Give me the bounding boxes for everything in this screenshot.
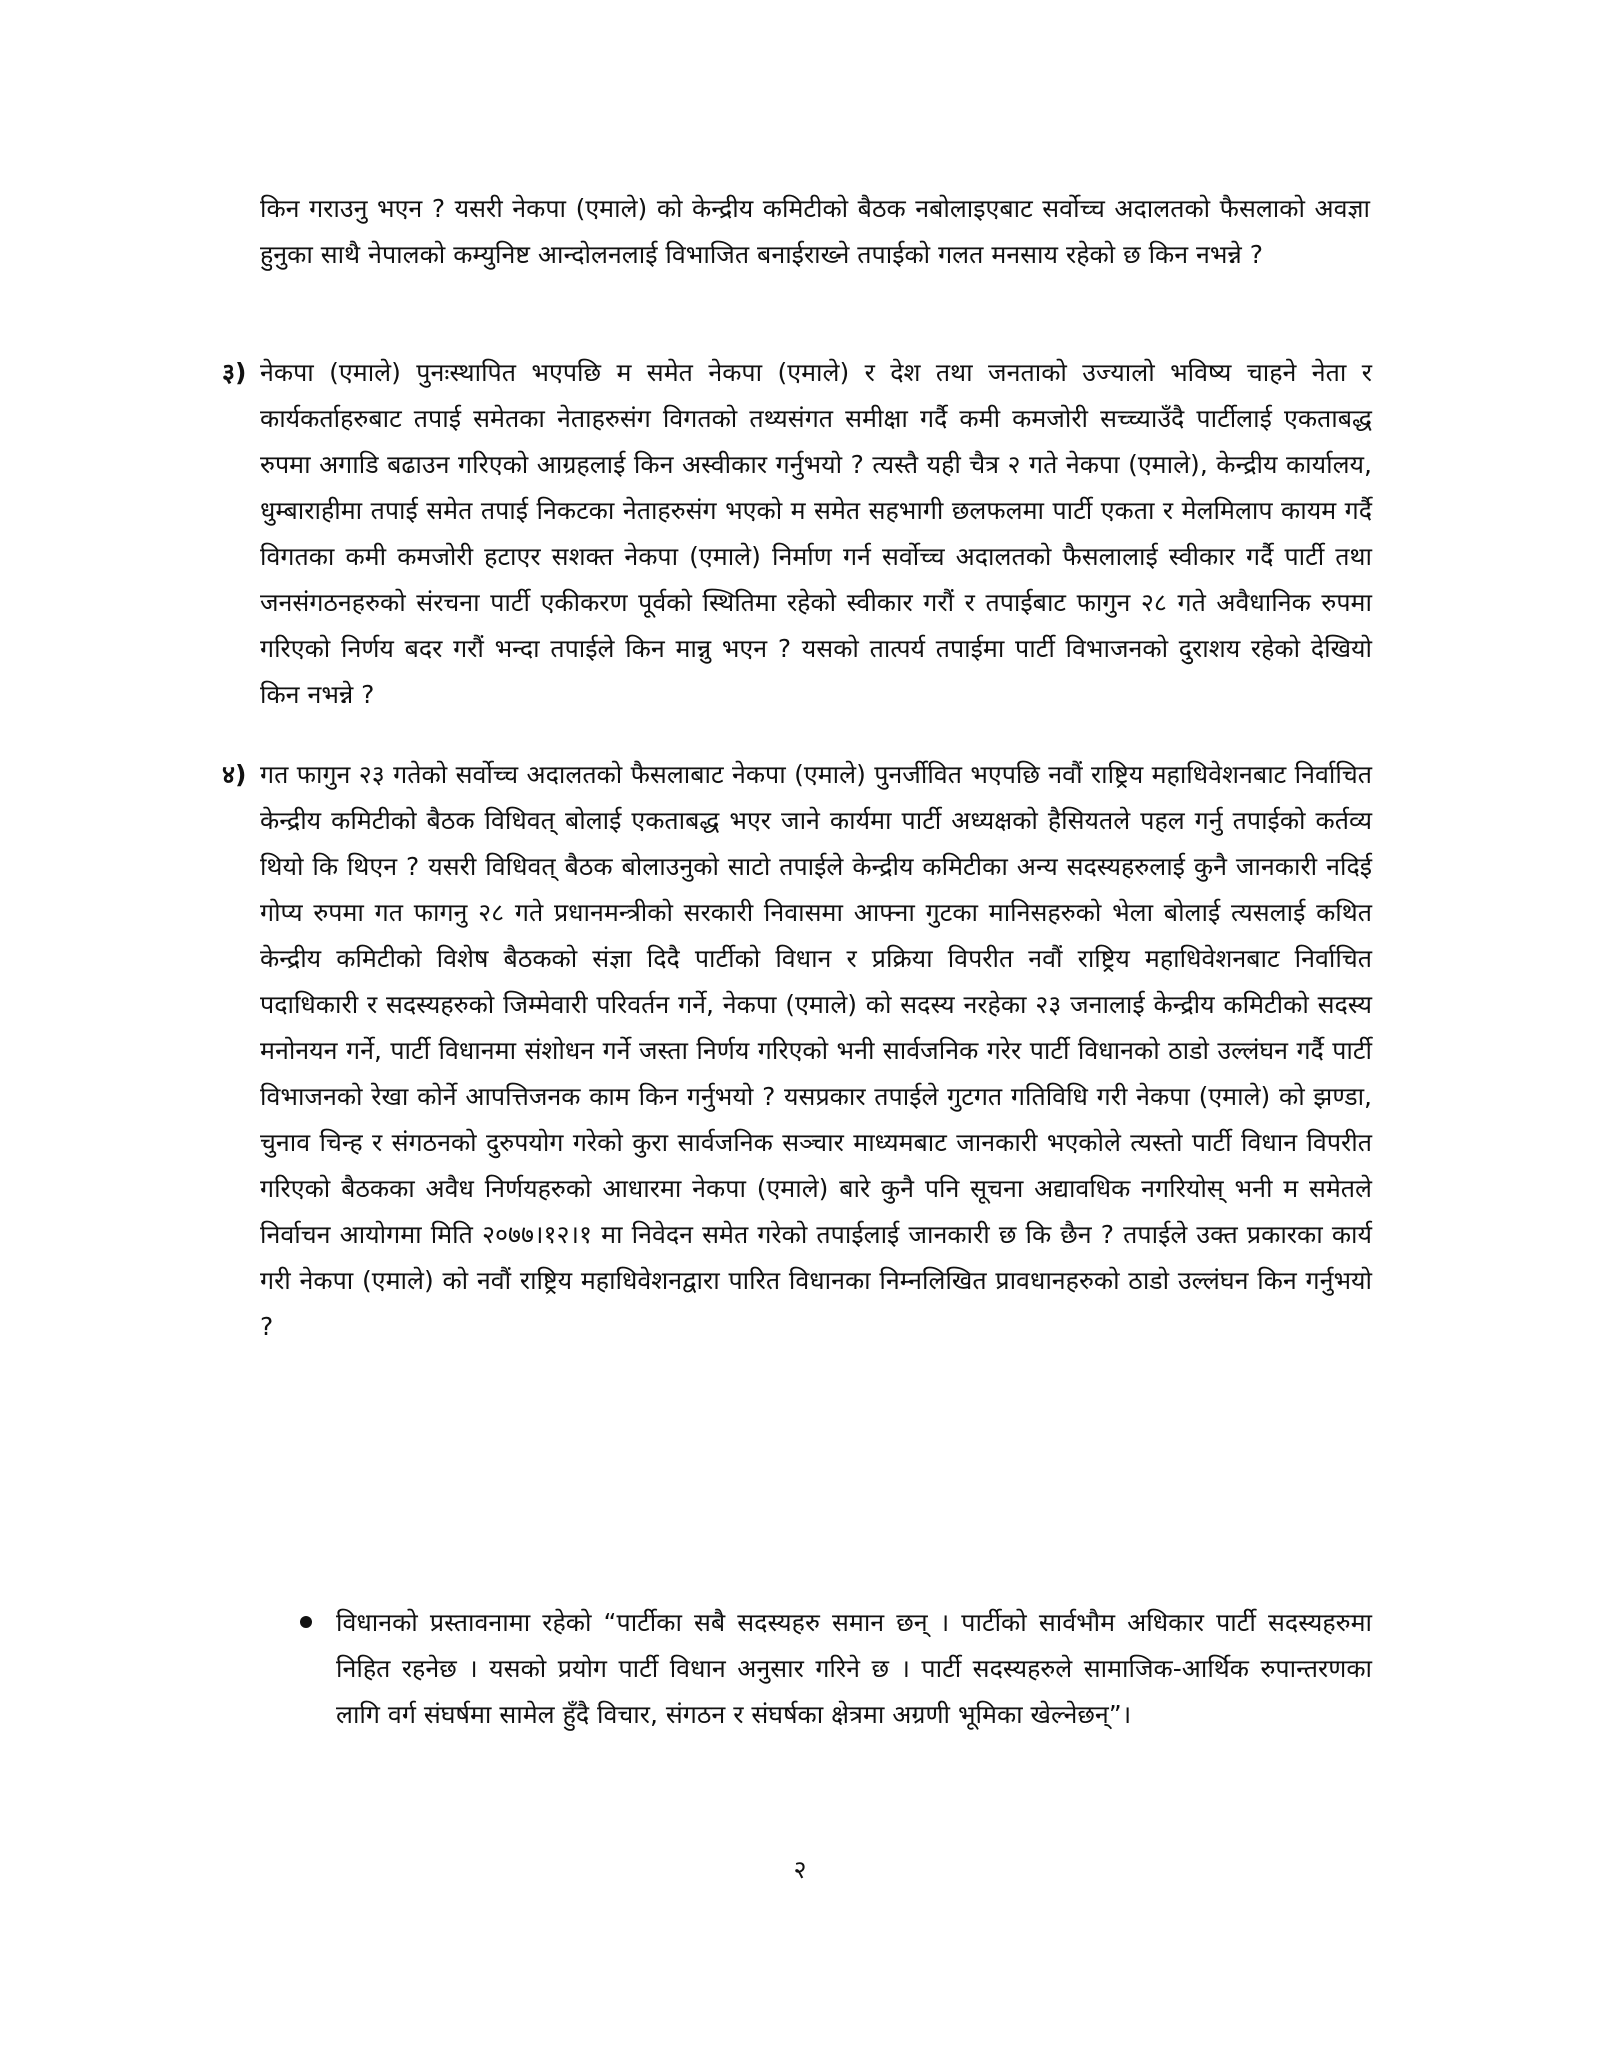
bullet-text: विधानको प्रस्तावनामा रहेको “पार्टीका सबै सदस्यहरु समान छन् । पार्टीको सार्वभौम अधिकार पार्टी सदस्यहरुमा निहित रहनेछ । यसको प्रयोग पार्टी विधान अनुसार गरिने छ । पार्टी सदस्यहरुले सामाजिक-आर्थिक रुपान्तरणका लागि वर्ग संघर्षमा सामेल हुँदै विचार, संगठन र संघर्षका क्षेत्रमा अग्रणी भूमिका खेल्नेछन्”।	[336, 1608, 1372, 1729]
bullet-dot-icon	[300, 1616, 312, 1628]
paragraph-number: ३)	[222, 358, 247, 387]
continuation-paragraph: किन गराउनु भएन ? यसरी नेकपा (एमाले) को केन्द्रीय कमिटीको बैठक नबोलाइएबाट सर्वोच्च अदालतको फैसलाको अवज्ञा हुनुका साथै नेपालको कम्युनिष्ट आन्दोलनलाई विभाजित बनाईराख्ने तपाईको गलत मनसाय रहेको छ किन नभन्ने ?	[260, 194, 1370, 269]
paragraph-text: नेकपा (एमाले) पुनःस्थापित भएपछि म समेत नेकपा (एमाले) र देश तथा जनताको उज्यालो भविष्य चाहने नेता र कार्यकर्ताहरुबाट तपाई समेतका नेताहरुसंग विगतको तथ्यसंगत समीक्षा गर्दै कमी कमजोरी सच्च्याउँदै पार्टीलाई एकताबद्ध रुपमा अगाडि बढाउन गरिएको आग्रहलाई किन अस्वीकार गर्नुभयो ? त्यस्तै यही चैत्र २ गते नेकपा (एमाले), केन्द्रीय कार्यालय, धुम्बाराहीमा तपाई समेत तपाई निकटका नेताहरुसंग भएको म समेत सहभागी छलफलमा पार्टी एकता र मेलमिलाप कायम गर्दै विगतका कमी कमजोरी हटाएर सशक्त नेकपा (एमाले) निर्माण गर्न सर्वोच्च अदालतको फैसलालाई स्वीकार गर्दै पार्टी तथा जनसंगठनहरुको संरचना पार्टी एकीकरण पूर्वको स्थितिमा रहेको स्वीकार गरौं र तपाईबाट फागुन २८ गते अवैधानिक रुपमा गरिएको निर्णय बदर गरौं भन्दा तपाईले किन मान्नु भएन ? यसको तात्पर्य तपाईमा पार्टी विभाजनको दुराशय रहेको देखियो किन नभन्ने ?	[260, 358, 1372, 709]
paragraph-number: ४)	[222, 760, 247, 789]
numbered-paragraph-4	[222, 752, 1372, 1350]
bullet-item	[300, 1600, 1372, 1738]
paragraph-text: गत फागुन २३ गतेको सर्वोच्च अदालतको फैसलाबाट नेकपा (एमाले) पुनर्जीवित भएपछि नवौं राष्ट्रिय महाधिवेशनबाट निर्वाचित केन्द्रीय कमिटीको बैठक विधिवत् बोलाई एकताबद्ध भएर जाने कार्यमा पार्टी अध्यक्षको हैसियतले पहल गर्नु तपाईको कर्तव्य थियो कि थिएन ? यसरी विधिवत् बैठक बोलाउनुको साटो तपाईले केन्द्रीय कमिटीका अन्य सदस्यहरुलाई कुनै जानकारी नदिई गोप्य रुपमा गत फागनु २८ गते प्रधानमन्त्रीको सरकारी निवासमा आफ्ना गुटका मानिसहरुको भेला बोलाई त्यसलाई कथित केन्द्रीय कमिटीको विशेष बैठकको संज्ञा दिदै पार्टीको विधान र प्रक्रिया विपरीत नवौं राष्ट्रिय महाधिवेशनबाट निर्वाचित पदाधिकारी र सदस्यहरुको जिम्मेवारी परिवर्तन गर्ने, नेकपा (एमाले) को सदस्य नरहेका २३ जनालाई केन्द्रीय कमिटीको सदस्य मनोनयन गर्ने, पार्टी विधानमा संशोधन गर्ने जस्ता निर्णय गरिएको भनी सार्वजनिक गरेर पार्टी विधानको ठाडो उल्लंघन गर्दै पार्टी विभाजनको रेखा कोर्ने आपत्तिजनक काम किन गर्नुभयो ? यसप्रकार तपाईले गुटगत गतिविधि गरी नेकपा (एमाले) को झण्डा, चुनाव चिन्ह र संगठनको दुरुपयोग गरेको कुरा सार्वजनिक सञ्चार माध्यमबाट जानकारी भएकोले त्यस्तो पार्टी विधान विपरीत गरिएको बैठकका अवैध निर्णयहरुको आधारमा नेकपा (एमाले) बारे कुनै पनि सूचना अद्यावधिक नगरियोस् भनी म समेतले निर्वाचन आयोगमा मिति २०७७।१२।१ मा निवेदन समेत गरेको तपाईलाई जानकारी छ कि छैन ? तपाईले उक्त प्रकारका कार्य गरी नेकपा (एमाले) को नवौं राष्ट्रिय महाधिवेशनद्वारा पारित विधानका निम्नलिखित प्रावधानहरुको ठाडो उल्लंघन किन गर्नुभयो ?	[260, 760, 1372, 1341]
page-number: २	[793, 1855, 807, 1884]
numbered-paragraph-3	[222, 350, 1372, 718]
